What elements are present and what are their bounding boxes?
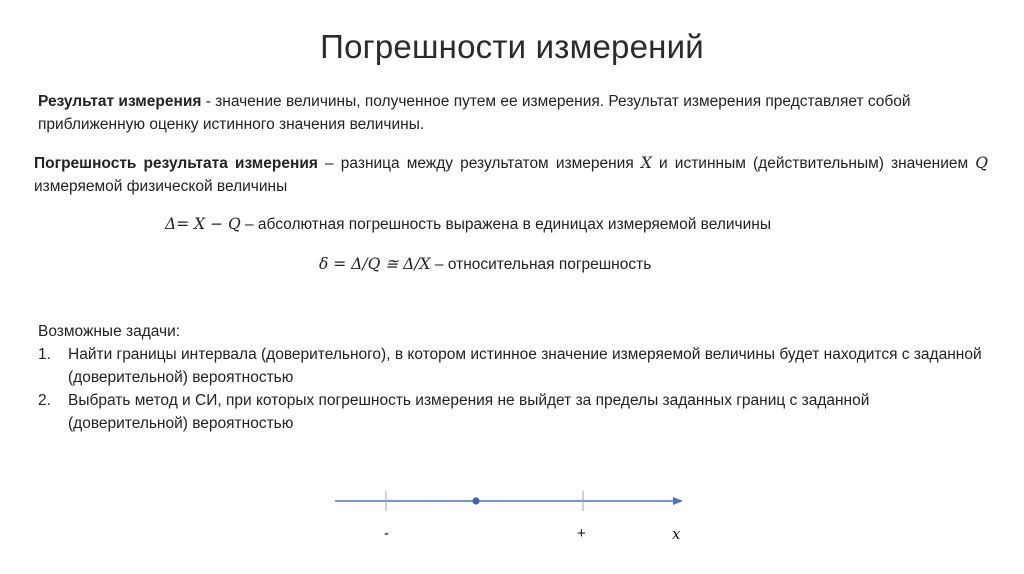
- x-axis-label: x: [672, 525, 681, 543]
- definition-text-c: измеряемой физической величины: [34, 178, 288, 195]
- variable-x: X: [640, 154, 652, 172]
- slide-title: Погрешности измерений: [320, 28, 704, 65]
- true-value-point: [472, 497, 479, 504]
- plus-label: +: [577, 525, 586, 542]
- axis-arrowhead: [673, 497, 683, 505]
- absolute-error-text: – абсолютная погрешность выражена в единицах измеряемой величины: [240, 216, 771, 233]
- variable-q: Q: [975, 154, 988, 172]
- task-number: 2.: [38, 392, 51, 409]
- minus-label: -: [384, 525, 389, 542]
- term-measurement-error: Погрешность результата измерения: [34, 155, 318, 172]
- relative-error-text: – относительная погрешность: [430, 256, 652, 273]
- definition-text-b: и истинным (действительным) значением: [651, 155, 976, 172]
- task-text: Найти границы интервала (доверительного), в котором истинное значение измеряемой величины будет находится с заданной (доверительной) вероятностью: [68, 346, 982, 386]
- absolute-error-math: Δ= X − Q: [165, 215, 241, 233]
- task-text: Выбрать метод и СИ, при которых погрешность измерения не выйдет за пределы заданных границ с заданной (доверительной) вероятностью: [68, 392, 870, 432]
- term-measurement-result: Результат измерения: [38, 93, 202, 110]
- relative-error-math: δ = Δ/Q ≅ Δ/X: [319, 255, 431, 273]
- definition-text-a: – разница между результатом измерения: [317, 155, 641, 172]
- definition-text: - значение величины, полученное путем ее измерения. Результат измерения представляет собой приближенную оценку истинного значения величины.: [38, 93, 911, 133]
- task-number: 1.: [38, 346, 51, 363]
- tasks-heading: Возможные задачи:: [38, 323, 181, 340]
